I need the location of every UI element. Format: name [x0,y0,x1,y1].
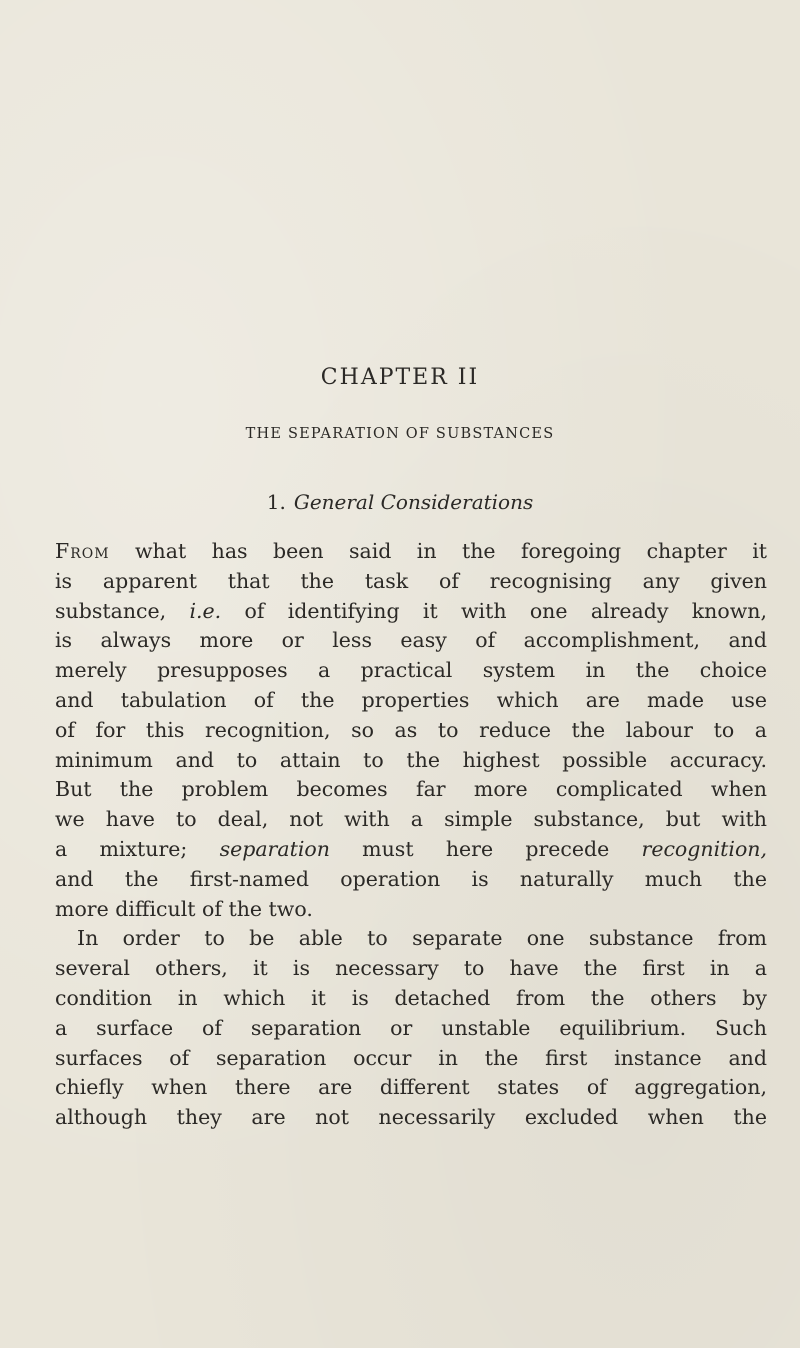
section-title: General Considerations [293,490,534,514]
text-line: more difficult of the two. [55,896,313,921]
text-line: minimum and to attain to the highest possible accuracy. [55,747,767,772]
chapter-title: THE SEPARATION OF SUBSTANCES [245,426,555,442]
text-line: But the problem becomes far more complicated when [55,777,767,802]
text-line: a surface of separation or unstable equilibrium. Such [55,1015,767,1040]
text-line: and tabulation of the properties which are made use [55,687,767,712]
text-line: is always more or less easy of accomplishment, and [55,628,767,653]
emphasis: i.e. [189,598,222,623]
text-line: chiefly when there are different states of aggregation, [55,1075,767,1100]
text-line: substance, i.e. of identifying it with one already known, [55,598,767,623]
text-line: is apparent that the task of recognising any given [55,568,767,593]
section-number: 1. [266,490,286,514]
emphasis: recognition, [641,836,767,861]
text-line: surfaces of separation occur in the first instance and [55,1045,767,1070]
text-line: merely presupposes a practical system in the choice [55,658,767,683]
emphasis: separation [219,836,330,861]
text-line: and the first-named operation is naturally much the [55,866,767,891]
text-line: From what has been said in the foregoing chapter it [55,539,767,563]
text-line: In order to be able to separate one substance from [77,926,767,951]
text-line: although they are not necessarily excluded when the [55,1105,767,1130]
text-line: condition in which it is detached from the others by [55,985,767,1010]
text-line: of for this recognition, so as to reduce the labour to a [55,717,767,742]
text-line: several others, it is necessary to have the first in a [55,956,767,981]
chapter-heading: CHAPTER II [320,365,480,390]
body-text [55,537,767,1133]
drop-word: From [55,539,110,563]
text-line: a mixture; separation must here precede recognition, [55,836,767,861]
text-line: we have to deal, not with a simple substance, but with [55,807,767,832]
section-heading [0,490,800,514]
